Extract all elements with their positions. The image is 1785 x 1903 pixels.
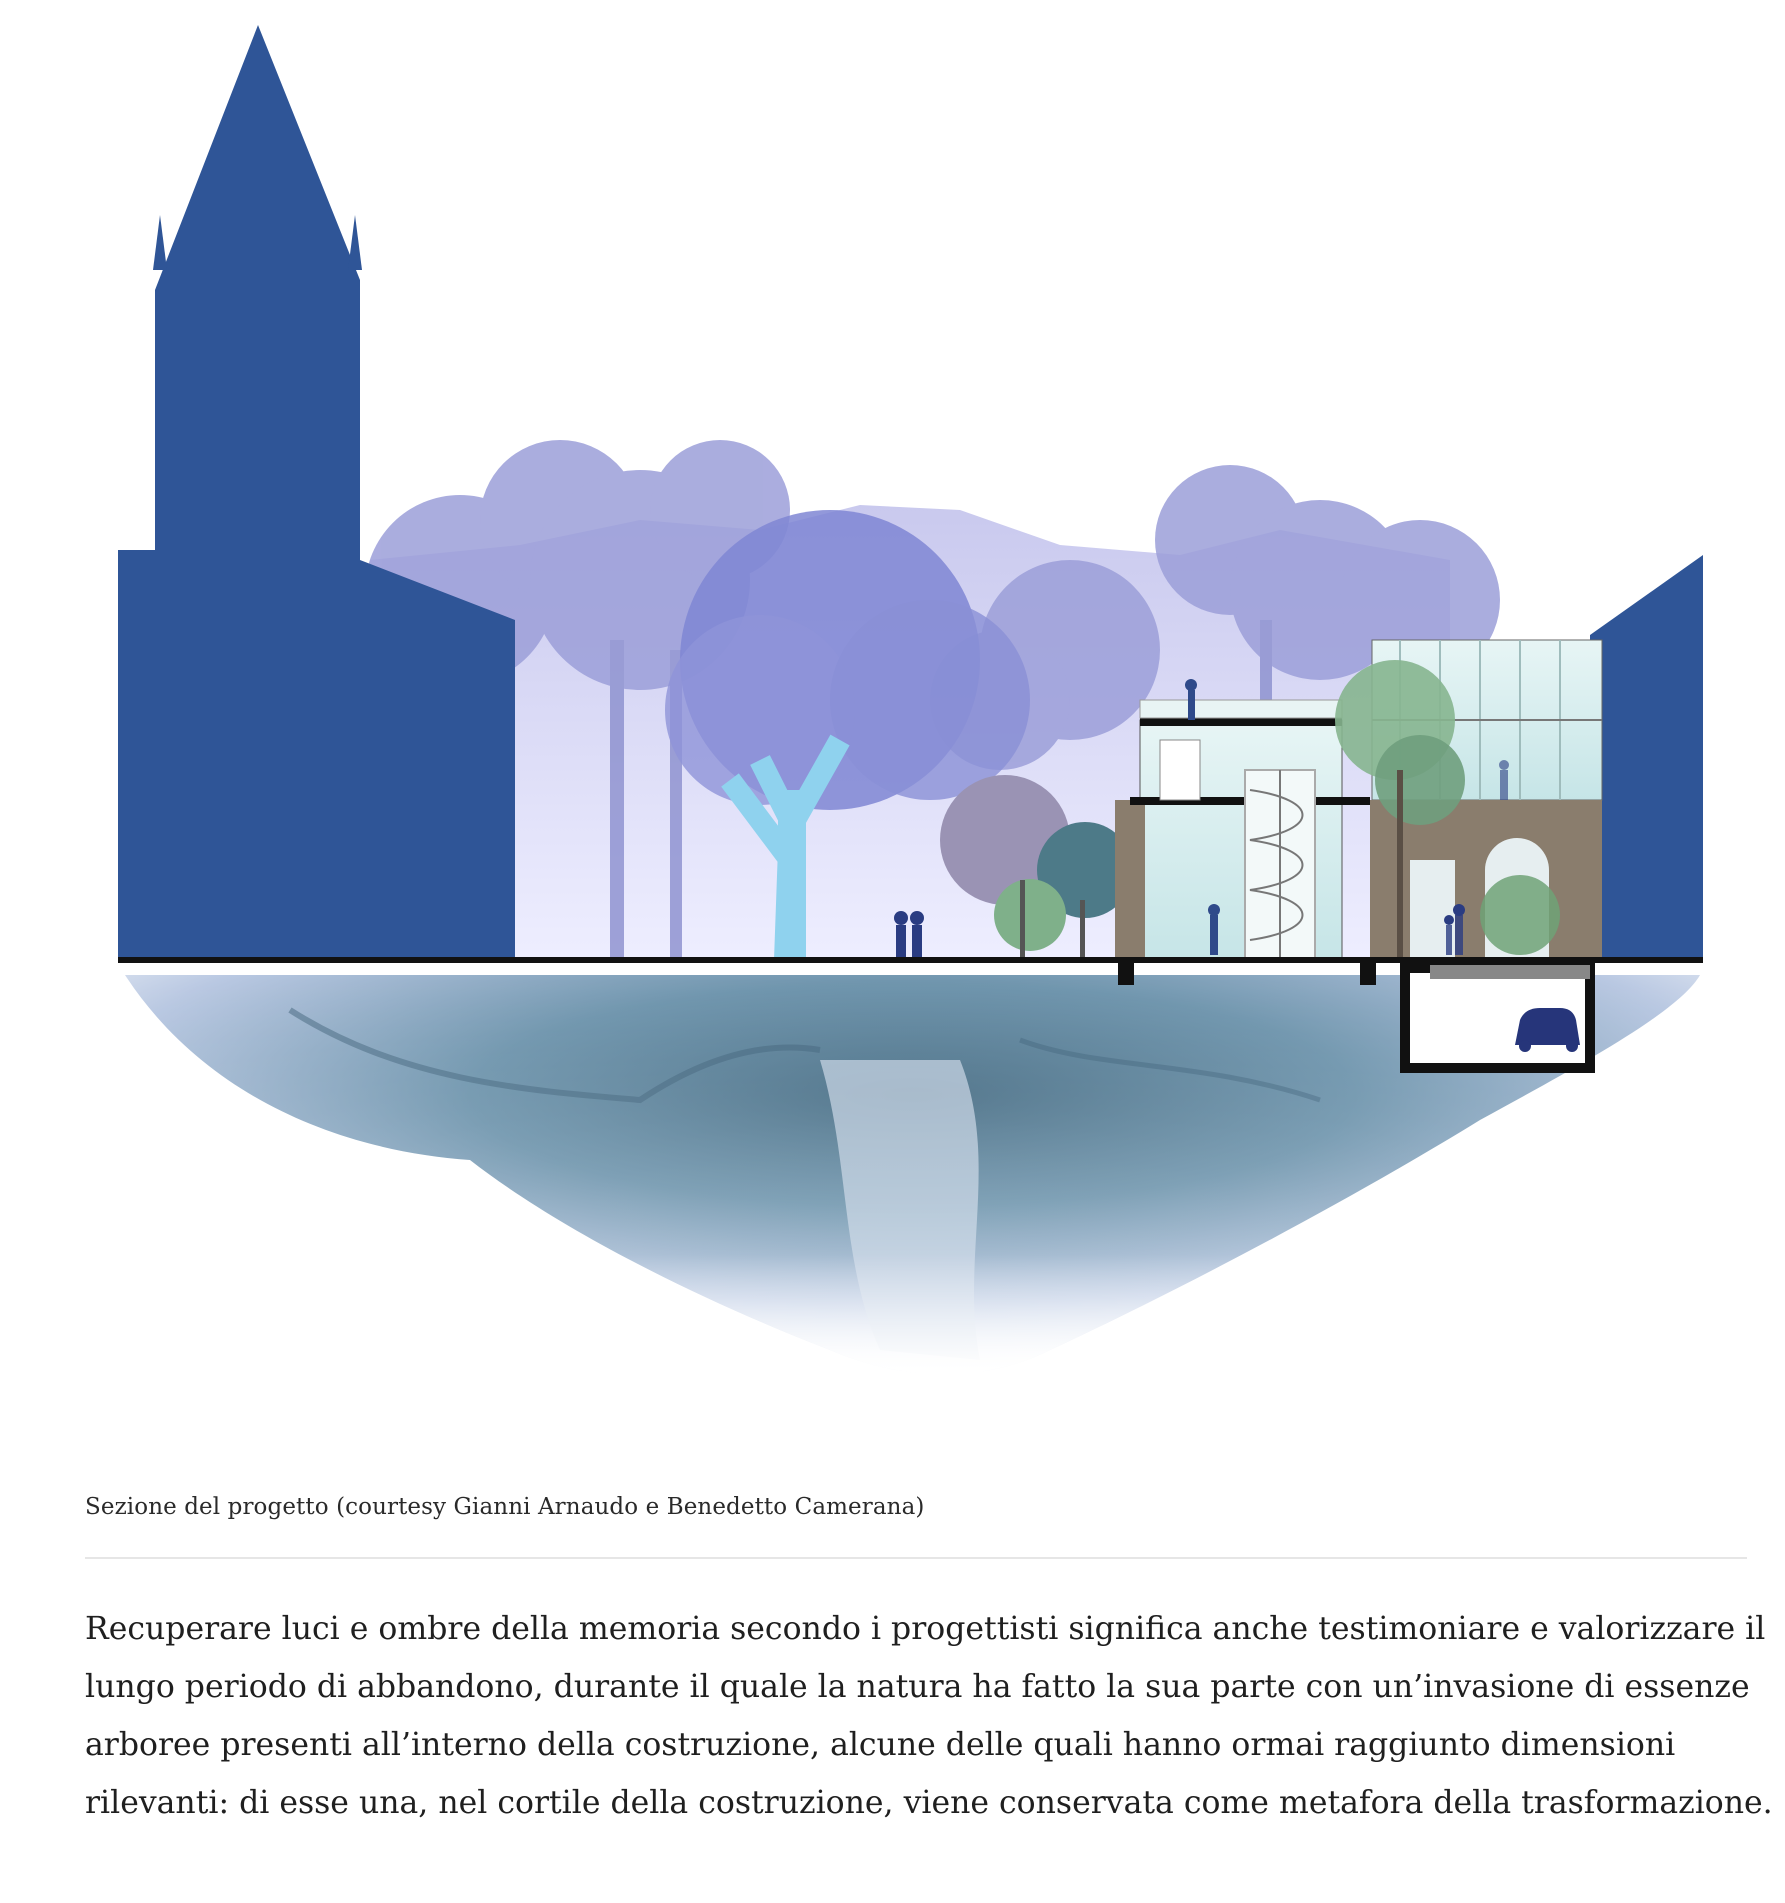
- paragraph-line: arboree presenti all’interno della costruzione, alcune delle quali hanno ormai raggiunto dimensioni: [85, 1727, 1676, 1763]
- ground-line: [118, 957, 1703, 963]
- divider: [85, 1557, 1747, 1559]
- paragraph-line: rilevanti: di esse una, nel cortile della costruzione, viene conservata come metafora della trasformazione.: [85, 1785, 1773, 1821]
- article-paragraph: [85, 1600, 1773, 1832]
- paragraph-line: lungo periodo di abbandono, durante il quale la natura ha fatto la sua parte con un’invasione di essenze: [85, 1669, 1750, 1705]
- church-silhouette: [118, 25, 515, 960]
- right-building-silhouette: [1590, 555, 1703, 960]
- figure-caption: Sezione del progetto (courtesy Gianni Arnaudo e Benedetto Camerana): [85, 1494, 925, 1520]
- paragraph-line: Recuperare luci e ombre della memoria secondo i progettisti significa anche testimoniare e valorizzare il: [85, 1611, 1766, 1647]
- spiral-stair: [1245, 770, 1315, 960]
